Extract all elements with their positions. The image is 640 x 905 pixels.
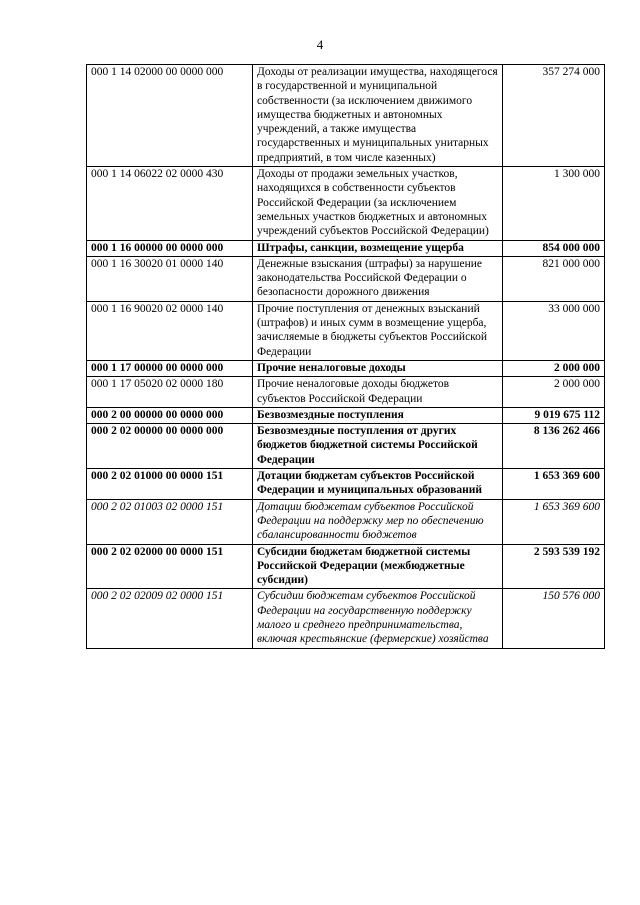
item-name-cell: Прочие неналоговые доходы (253, 360, 503, 376)
amount-cell: 2 000 000 (503, 377, 605, 408)
amount-cell: 854 000 000 (503, 240, 605, 256)
budget-code-cell: 000 1 17 00000 00 0000 000 (87, 360, 253, 376)
amount-cell: 1 653 369 600 (503, 499, 605, 544)
amount-cell: 150 576 000 (503, 589, 605, 648)
amount-cell: 1 300 000 (503, 167, 605, 240)
table-row (87, 360, 605, 376)
amount-cell: 2 000 000 (503, 360, 605, 376)
item-name-cell: Дотации бюджетам субъектов Российской Федерации на поддержку мер по обеспечению сбалансированности бюджетов (253, 499, 503, 544)
item-name-cell: Прочие поступления от денежных взысканий (штрафов) и иных сумм в возмещение ущерба, зачисляемые в бюджеты субъектов Российской Федерации (253, 301, 503, 360)
item-name-cell: Доходы от продажи земельных участков, находящихся в собственности субъектов Российской Федерации (за исключением земельных участков бюджетных и автономных учреждений субъектов Российской Федерации) (253, 167, 503, 240)
budget-code-cell: 000 1 14 06022 02 0000 430 (87, 167, 253, 240)
amount-cell: 8 136 262 466 (503, 424, 605, 469)
budget-code-cell: 000 2 02 00000 00 0000 000 (87, 424, 253, 469)
item-name-cell: Дотации бюджетам субъектов Российской Федерации и муниципальных образований (253, 469, 503, 500)
budget-code-cell: 000 1 17 05020 02 0000 180 (87, 377, 253, 408)
item-name-cell: Субсидии бюджетам субъектов Российской Федерации на государственную поддержку малого и среднего предпринимательства, включая крестьянские (фермерские) хозяйства (253, 589, 503, 648)
table-row (87, 589, 605, 648)
revenue-table (86, 64, 605, 649)
item-name-cell: Безвозмездные поступления (253, 407, 503, 423)
table-row (87, 301, 605, 360)
table-row (87, 407, 605, 423)
budget-code-cell: 000 2 00 00000 00 0000 000 (87, 407, 253, 423)
table-row (87, 240, 605, 256)
budget-code-cell: 000 1 14 02000 00 0000 000 (87, 65, 253, 167)
table-row (87, 424, 605, 469)
amount-cell: 1 653 369 600 (503, 469, 605, 500)
page-number: 4 (316, 37, 324, 52)
item-name-cell: Штрафы, санкции, возмещение ущерба (253, 240, 503, 256)
budget-code-cell: 000 2 02 01003 02 0000 151 (87, 499, 253, 544)
budget-code-cell: 000 1 16 00000 00 0000 000 (87, 240, 253, 256)
amount-cell: 9 019 675 112 (503, 407, 605, 423)
amount-cell: 357 274 000 (503, 65, 605, 167)
table-row (87, 499, 605, 544)
table-row (87, 469, 605, 500)
budget-code-cell: 000 1 16 90020 02 0000 140 (87, 301, 253, 360)
item-name-cell: Прочие неналоговые доходы бюджетов субъектов Российской Федерации (253, 377, 503, 408)
budget-code-cell: 000 2 02 02009 02 0000 151 (87, 589, 253, 648)
amount-cell: 821 000 000 (503, 256, 605, 301)
table-row (87, 167, 605, 240)
amount-cell: 2 593 539 192 (503, 544, 605, 589)
item-name-cell: Субсидии бюджетам бюджетной системы Российской Федерации (межбюджетные субсидии) (253, 544, 503, 589)
amount-cell: 33 000 000 (503, 301, 605, 360)
table-row (87, 544, 605, 589)
item-name-cell: Безвозмездные поступления от других бюджетов бюджетной системы Российской Федерации (253, 424, 503, 469)
budget-code-cell: 000 2 02 02000 00 0000 151 (87, 544, 253, 589)
table-row (87, 377, 605, 408)
table-row (87, 65, 605, 167)
item-name-cell: Доходы от реализации имущества, находящегося в государственной и муниципальной собственности (за исключением движимого имущества бюджетных и автономных учреждений, а также имущества государственных и муниципальных унитарных предприятий, в том числе казенных) (253, 65, 503, 167)
item-name-cell: Денежные взыскания (штрафы) за нарушение законодательства Российской Федерации о безопасности дорожного движения (253, 256, 503, 301)
budget-code-cell: 000 2 02 01000 00 0000 151 (87, 469, 253, 500)
budget-code-cell: 000 1 16 30020 01 0000 140 (87, 256, 253, 301)
table-row (87, 256, 605, 301)
